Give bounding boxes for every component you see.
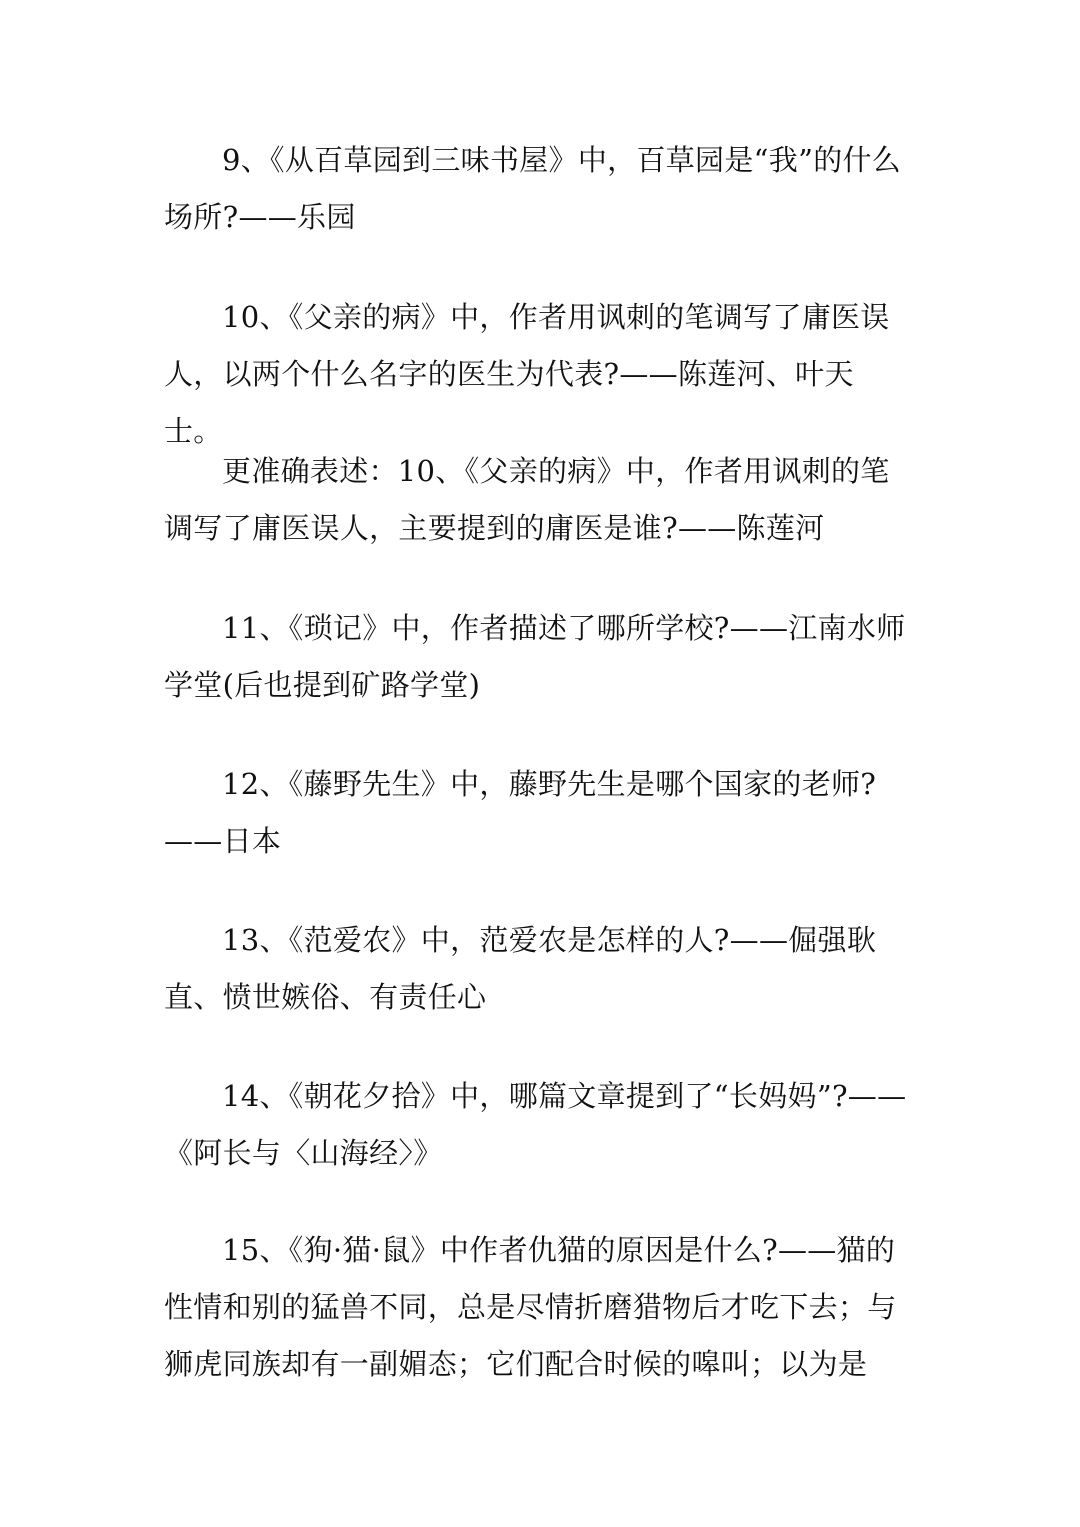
question-15: 15、《狗·猫·鼠》中作者仇猫的原因是什么?——猫的性情和别的猛兽不同，总是尽情折磨猎物后才吃下去；与狮虎同族却有一副媚态；它们配合时候的嗥叫；以为是 — [164, 1233, 897, 1381]
question-12: 12、《藤野先生》中，藤野先生是哪个国家的老师?——日本 — [164, 767, 877, 858]
question-11: 11、《琐记》中，作者描述了哪所学校?——江南水师学堂(后也提到矿路学堂) — [164, 611, 906, 702]
question-14: 14、《朝花夕拾》中，哪篇文章提到了“长妈妈”?——《阿长与〈山海经〉》 — [164, 1079, 907, 1170]
question-10-revised: 更准确表述：10、《父亲的病》中，作者用讽刺的笔调写了庸医误人，主要提到的庸医是谁?——陈莲河 — [164, 454, 890, 545]
question-10: 10、《父亲的病》中，作者用讽刺的笔调写了庸医误人，以两个什么名字的医生为代表?——陈莲河、叶天士。 — [164, 300, 890, 448]
question-13: 13、《范爱农》中，范爱农是怎样的人?——倔强耿直、愤世嫉俗、有责任心 — [164, 923, 877, 1014]
question-9: 9、《从百草园到三味书屋》中，百草园是“我”的什么场所?——乐园 — [164, 143, 902, 234]
